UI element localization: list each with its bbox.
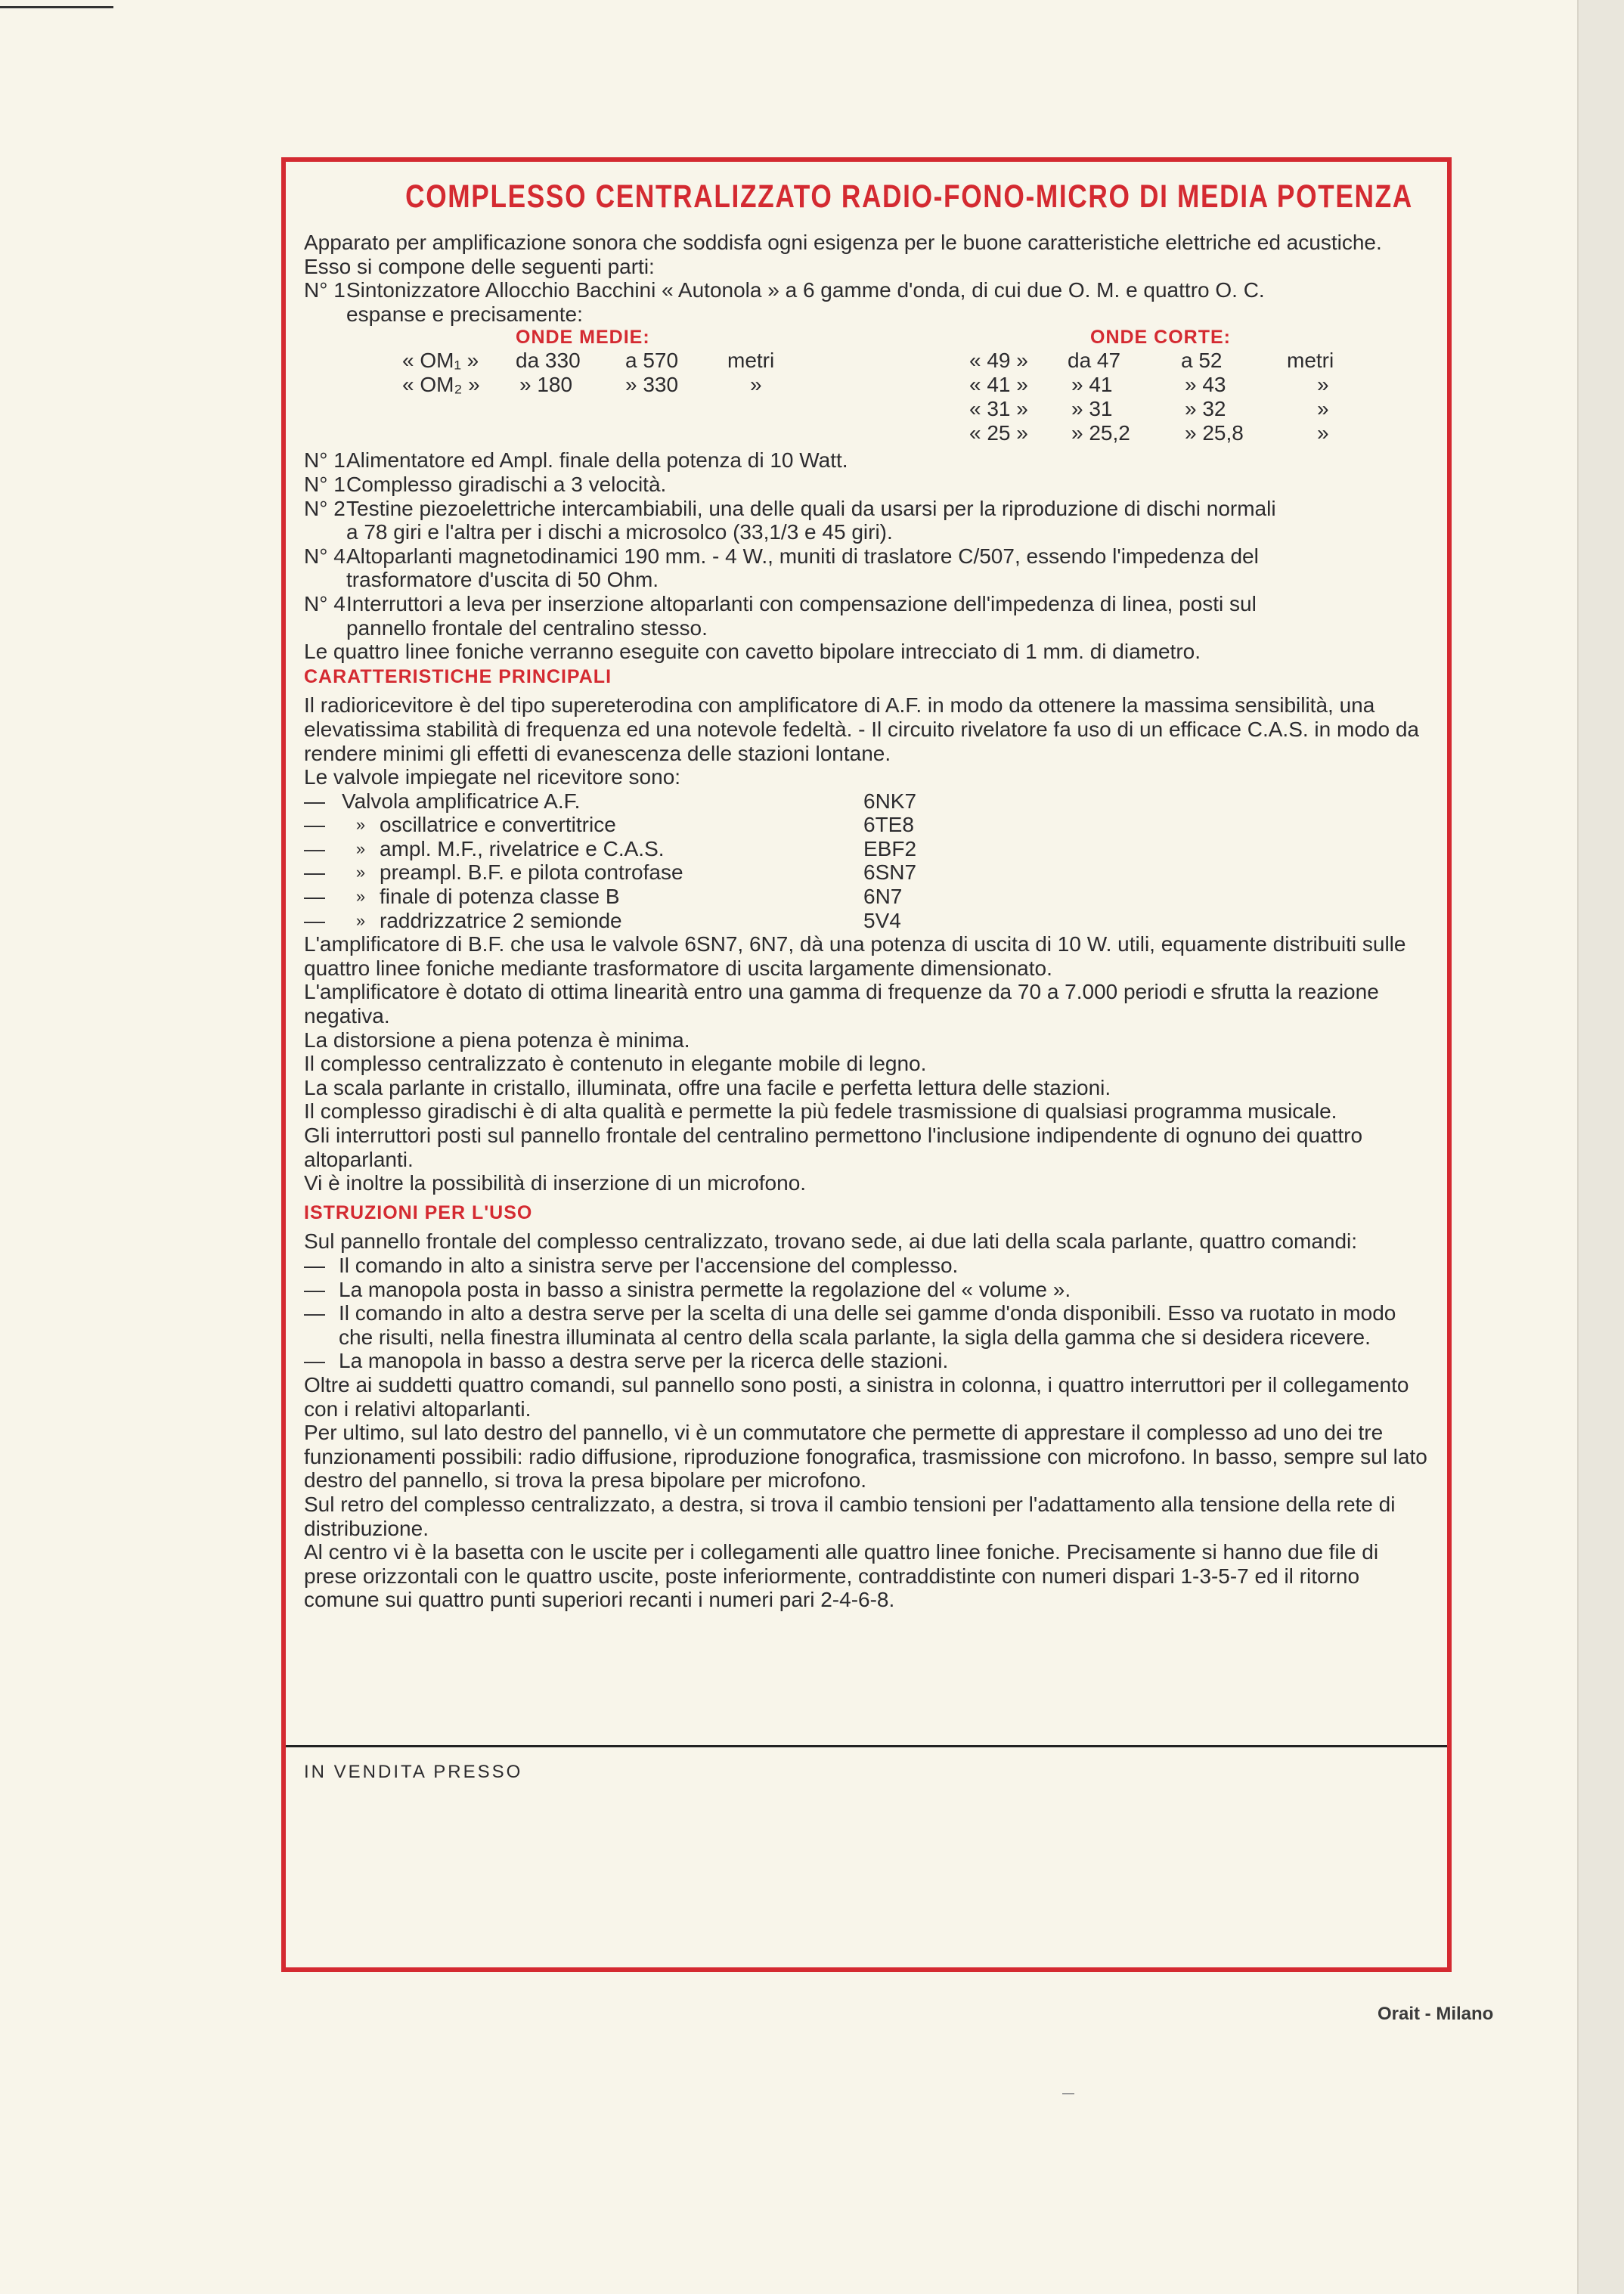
main-text bbox=[304, 231, 1430, 1612]
band-unit: » bbox=[750, 373, 762, 397]
valve-desc: raddrizzatrice 2 semionde bbox=[380, 908, 622, 932]
command-text: Il comando in alto a sinistra serve per l'accensione del complesso. bbox=[339, 1253, 959, 1277]
valve-code: 6N7 bbox=[863, 885, 903, 909]
part-number: N° 4 bbox=[304, 591, 346, 615]
command-text: Il comando in alto a destra serve per la scelta di una delle sei gamme d'onda disponibili. Esso va ruotato in modo che risulti, nella finestra illuminata al centro della scala parlante, la sigla della gamma che si desidera ricevere. bbox=[339, 1301, 1396, 1349]
part-text-cont: espanse e precisamente: bbox=[346, 302, 583, 326]
band-unit: » bbox=[1317, 373, 1329, 397]
linearity-paragraph: L'amplificatore è dotato di ottima linearità entro una gamma di frequenze da 70 a 7.000 periodi e sfrutta la reazione negativa. bbox=[304, 980, 1379, 1028]
band-from: » 31 bbox=[1071, 397, 1113, 421]
document-body bbox=[304, 178, 1430, 1612]
valve-desc: Valvola amplificatrice A.F. bbox=[342, 789, 581, 813]
valve-row bbox=[304, 813, 1430, 837]
page-mark bbox=[1062, 2093, 1074, 2094]
valve-code: 6TE8 bbox=[863, 813, 914, 837]
cabinet-paragraph: Il complesso centralizzato è contenuto in elegante mobile di legno. bbox=[304, 1052, 927, 1076]
valve-dash: — bbox=[304, 836, 325, 860]
part-text: Testine piezoelettriche intercambiabili, una delle quali da usarsi per la riproduzione di dischi normali bbox=[346, 496, 1276, 520]
valve-dash: — bbox=[304, 789, 325, 813]
band-from: » 180 bbox=[519, 373, 573, 397]
command-dash: — bbox=[304, 1253, 325, 1277]
valve-ditto: » bbox=[355, 863, 366, 882]
valve-desc: finale di potenza classe B bbox=[380, 885, 620, 909]
part-item bbox=[304, 497, 1430, 521]
page-edge-line bbox=[1577, 0, 1579, 2294]
band-to: a 570 bbox=[625, 349, 679, 373]
band-to: » 43 bbox=[1185, 373, 1226, 397]
band-unit: metri bbox=[1287, 349, 1334, 373]
basetta-paragraph: Al centro vi è la basetta con le uscite per i collegamenti alle quattro linee foniche. Precisamente si hanno due file di prese orizzontali con le quattro uscite, poste inferiormente, contraddistinte con numeri dispari 1-3-5-7 ed il ritorno comune sui quattro punti superiori recanti i numeri pari 2-4-6-8. bbox=[304, 1540, 1379, 1612]
dial-paragraph: La scala parlante in cristallo, illuminata, offre una facile e perfetta lettura delle stazioni. bbox=[304, 1075, 1111, 1099]
command-item bbox=[304, 1254, 1430, 1278]
linee-note: Le quattro linee foniche verranno eseguite con cavetto bipolare intrecciato di 1 mm. di diametro. bbox=[304, 640, 1201, 664]
valve-dash: — bbox=[304, 908, 325, 932]
band-to: a 52 bbox=[1181, 349, 1223, 373]
part-text: Alimentatore ed Ampl. finale della potenza di 10 Watt. bbox=[346, 448, 848, 473]
microphone-paragraph: Vi è inoltre la possibilità di inserzione di un microfono. bbox=[304, 1171, 807, 1195]
command-text: La manopola in basso a destra serve per la ricerca delle stazioni. bbox=[339, 1349, 949, 1373]
corner-mark bbox=[0, 6, 113, 8]
part-item bbox=[304, 592, 1430, 616]
onde-medie-header: ONDE MEDIE: bbox=[516, 327, 650, 349]
valve-row bbox=[304, 885, 1430, 909]
part-text-cont: pannello frontale del centralino stesso. bbox=[346, 615, 708, 640]
part-number: N° 4 bbox=[304, 544, 346, 568]
valve-desc: ampl. M.F., rivelatrice e C.A.S. bbox=[380, 836, 665, 860]
band-to: » 32 bbox=[1185, 397, 1226, 421]
valve-dash: — bbox=[304, 813, 325, 837]
valve-ditto: » bbox=[355, 887, 366, 907]
band-name: « OM₁ » bbox=[402, 349, 479, 373]
valve-code: 5V4 bbox=[863, 908, 901, 932]
document-title: COMPLESSO CENTRALIZZATO RADIO-FONO-MICRO DI MEDIA POTENZA bbox=[405, 178, 1413, 215]
interruttori-paragraph: Oltre ai suddetti quattro comandi, sul pannello sono posti, a sinistra in colonna, i quattro interruttori per il collegamento con i relativi altoparlanti. bbox=[304, 1372, 1409, 1421]
band-from: » 25,2 bbox=[1071, 421, 1130, 445]
band-from: » 41 bbox=[1071, 373, 1113, 397]
part-text: Altoparlanti magnetodinamici 190 mm. - 4 W., muniti di traslatore C/507, essendo l'impedenza del bbox=[346, 544, 1259, 568]
valve-desc: oscillatrice e convertitrice bbox=[380, 813, 616, 837]
valve-dash: — bbox=[304, 860, 325, 885]
band-unit: metri bbox=[727, 349, 775, 373]
command-dash: — bbox=[304, 1301, 325, 1325]
band-name: « 25 » bbox=[969, 421, 1028, 445]
istruzioni-heading: ISTRUZIONI PER L'USO bbox=[304, 1201, 533, 1223]
caratteristiche-heading: CARATTERISTICHE PRINCIPALI bbox=[304, 665, 612, 687]
part-text: Sintonizzatore Allocchio Bacchini « Autonola » a 6 gamme d'onda, di cui due O. M. e quattro O. C. bbox=[346, 278, 1265, 302]
printer-imprint: Orait - Milano bbox=[1378, 2004, 1494, 2024]
cambio-tensioni-paragraph: Sul retro del complesso centralizzato, a destra, si trova il cambio tensioni per l'adattamento alla tensione della rete di distribuzione. bbox=[304, 1492, 1396, 1540]
wave-bands-table bbox=[304, 326, 1430, 448]
part-text-cont: a 78 giri e l'altra per i dischi a microsolco (33,1/3 e 45 giri). bbox=[346, 520, 893, 544]
istruzioni-intro: Sul pannello frontale del complesso centralizzato, trovano sede, ai due lati della scala parlante, quattro comandi: bbox=[304, 1229, 1358, 1254]
part-item-tuner bbox=[304, 278, 1430, 302]
part-text-cont: trasformatore d'uscita di 50 Ohm. bbox=[346, 568, 659, 592]
footer-rule bbox=[286, 1745, 1447, 1747]
part-number: N° 2 bbox=[304, 496, 346, 520]
intro-paragraph: Apparato per amplificazione sonora che soddisfa ogni esigenza per le buone caratteristiche elettriche ed acustiche. bbox=[304, 231, 1382, 254]
part-number: N° 1 bbox=[304, 472, 346, 496]
part-text: Complesso giradischi a 3 velocità. bbox=[346, 472, 667, 496]
command-item bbox=[304, 1278, 1430, 1302]
band-name: « OM₂ » bbox=[402, 373, 480, 397]
band-unit: » bbox=[1317, 397, 1329, 421]
valves-intro: Le valvole impiegate nel ricevitore sono: bbox=[304, 765, 681, 789]
valve-dash: — bbox=[304, 885, 325, 909]
part-text: Interruttori a leva per inserzione altoparlanti con compensazione dell'impedenza di linea, posti sul bbox=[346, 591, 1257, 615]
band-name: « 41 » bbox=[969, 373, 1028, 397]
valve-row bbox=[304, 837, 1430, 861]
part-item bbox=[304, 448, 1430, 473]
band-unit: » bbox=[1317, 421, 1329, 445]
band-to: » 330 bbox=[625, 373, 679, 397]
onde-corte-header: ONDE CORTE: bbox=[1090, 327, 1231, 349]
valve-ditto: » bbox=[355, 910, 366, 930]
valve-ditto: » bbox=[355, 815, 366, 835]
band-from: da 47 bbox=[1068, 349, 1121, 373]
part-item bbox=[304, 473, 1430, 497]
valve-code: EBF2 bbox=[863, 836, 917, 860]
part-number: N° 1 bbox=[304, 448, 346, 473]
turntable-paragraph: Il complesso giradischi è di alta qualità e permette la più fedele trasmissione di qualsiasi programma musicale. bbox=[304, 1099, 1337, 1124]
part-number: N° 1 bbox=[304, 278, 346, 302]
band-from: da 330 bbox=[516, 349, 581, 373]
band-name: « 49 » bbox=[969, 349, 1028, 373]
valve-row bbox=[304, 909, 1430, 933]
valve-ditto: » bbox=[355, 839, 366, 858]
radioricevitore-paragraph: Il radioricevitore è del tipo supereterodina con amplificatore di A.F. in modo da ottenere la massima sensibilità, una elevatissima stabilità di frequenza ed una notevole fedeltà. - Il circuito rivelatore fa uso di un efficace C.A.S. in modo da rendere minimi gli effetti di evanescenza delle stazioni lontane. bbox=[304, 693, 1419, 765]
band-to: » 25,8 bbox=[1185, 421, 1244, 445]
distortion-paragraph: La distorsione a piena potenza è minima. bbox=[304, 1028, 690, 1052]
amplifier-paragraph: L'amplificatore di B.F. che usa le valvole 6SN7, 6N7, dà una potenza di uscita di 10 W. utili, equamente distribuiti sulle quattro linee foniche mediante trasformatore di uscita largamente dimensionato. bbox=[304, 932, 1406, 980]
valve-code: 6NK7 bbox=[863, 789, 917, 813]
vendita-label: IN VENDITA PRESSO bbox=[304, 1762, 523, 1782]
valve-row bbox=[304, 789, 1430, 814]
valves-list bbox=[304, 789, 1430, 933]
part-item bbox=[304, 544, 1430, 569]
command-item bbox=[304, 1301, 1430, 1349]
valve-row bbox=[304, 860, 1430, 885]
page-edge-shadow bbox=[1579, 0, 1624, 2294]
intro-parts-line: Esso si compone delle seguenti parti: bbox=[304, 254, 655, 278]
valve-code: 6SN7 bbox=[863, 860, 917, 885]
switches-paragraph: Gli interruttori posti sul pannello frontale del centralino permettono l'inclusione indipendente di ognuno dei quattro altoparlanti. bbox=[304, 1124, 1363, 1171]
command-text: La manopola posta in basso a sinistra permette la regolazione del « volume ». bbox=[339, 1277, 1071, 1301]
command-dash: — bbox=[304, 1277, 325, 1301]
command-item bbox=[304, 1349, 1430, 1373]
command-dash: — bbox=[304, 1349, 325, 1373]
valve-desc: preampl. B.F. e pilota controfase bbox=[380, 860, 683, 885]
commutatore-paragraph: Per ultimo, sul lato destro del pannello, vi è un commutatore che permette di apprestare il complesso ad uno dei tre funzionamenti possibili: radio diffusione, riproduzione fonografica, trasmissione con microfono. In basso, sempre sul lato destro del pannello, si trova la presa bipolare per microfono. bbox=[304, 1421, 1427, 1493]
band-name: « 31 » bbox=[969, 397, 1028, 421]
